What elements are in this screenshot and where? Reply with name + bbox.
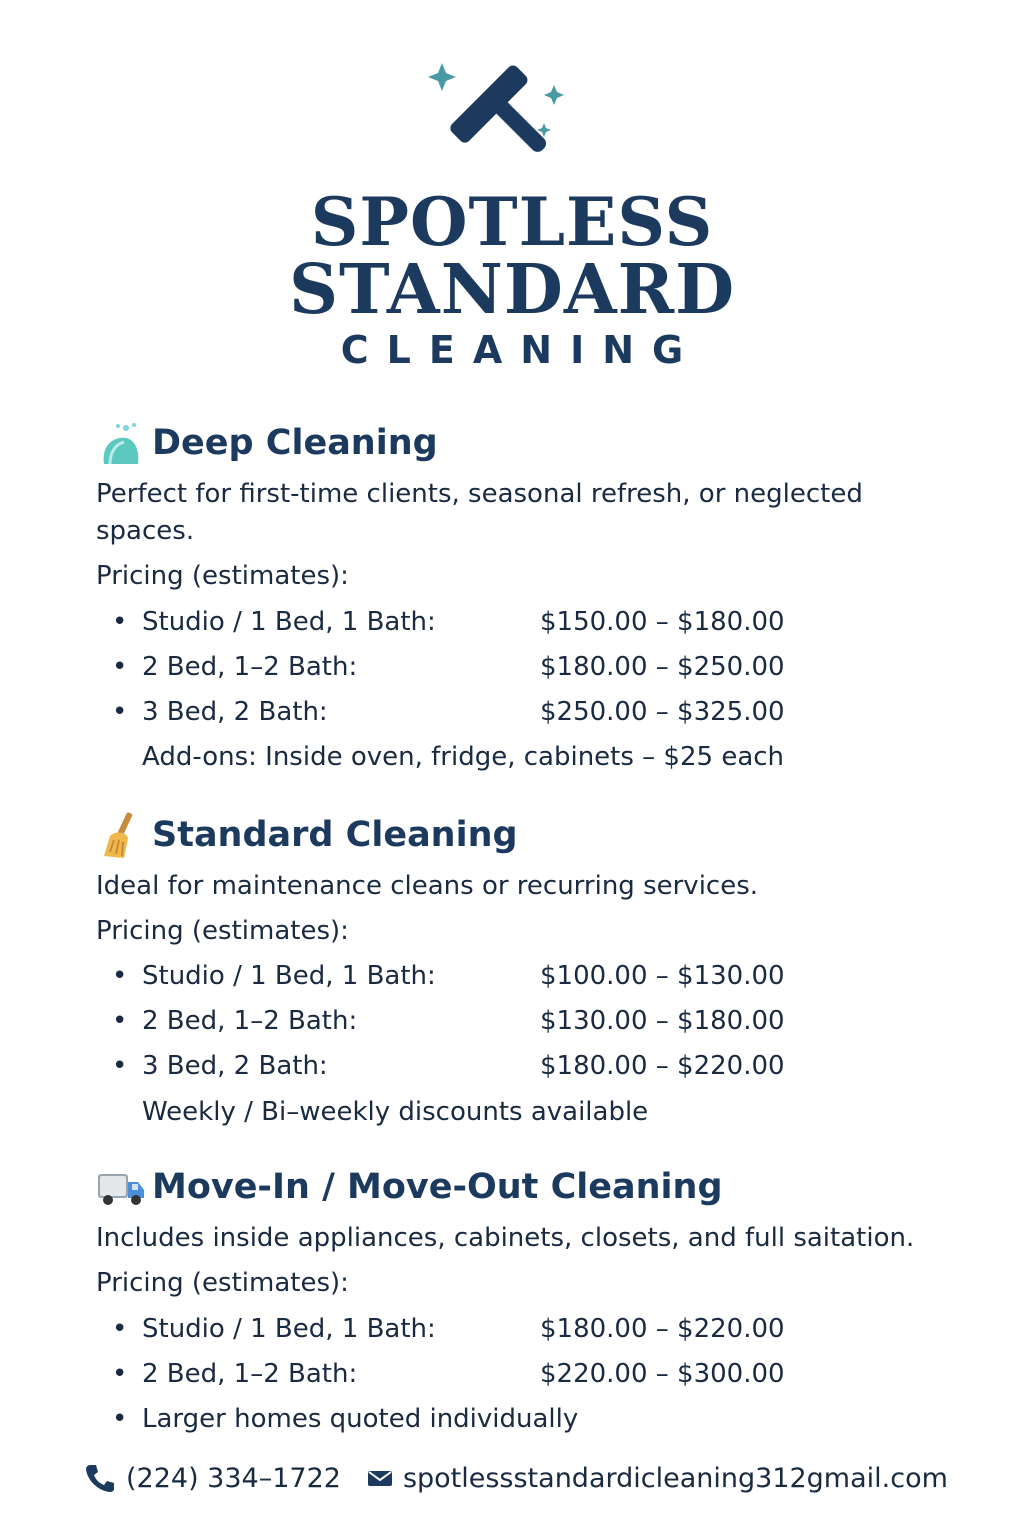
item-price: $220.00 – $300.00 [540,1359,785,1389]
broom-icon [96,812,146,858]
section-heading [96,810,518,860]
section-note: Add-ons: Inside oven, fridge, cabinets – $25 each [142,742,785,772]
list-item: • 2 Bed, 1–2 Bath: [112,1359,358,1389]
item-label: 3 Bed, 2 Bath: [142,697,328,727]
pricing-label: Pricing (estimates): [96,1268,349,1298]
item-label: 2 Bed, 1–2 Bath: [142,652,358,682]
item-price: $180.00 – $220.00 [540,1314,785,1344]
email-address[interactable]: spotlessstandardicleaning312gmail.com [402,1462,948,1494]
phone-icon [84,1462,116,1494]
cleaning-spray-icon [96,420,146,466]
item-label: 2 Bed, 1–2 Bath: [142,1359,358,1389]
list-item: • 2 Bed, 1–2 Bath: [112,1006,358,1036]
item-label: 2 Bed, 1–2 Bath: [142,1006,358,1036]
list-item: • Studio / 1 Bed, 1 Bath: [112,607,436,637]
section-description: Perfect for first-time clients, seasonal refresh, or neglected [96,479,863,509]
list-item: • 3 Bed, 2 Bath: [112,697,328,727]
logo [0,0,1024,380]
item-price: $130.00 – $180.00 [540,1006,785,1036]
list-item: • Larger homes quoted individually [112,1404,579,1434]
phone-number[interactable]: (224) 334–1722 [126,1462,341,1494]
list-item: • 2 Bed, 1–2 Bath: [112,652,358,682]
section-description-cont: spaces. [96,516,195,546]
section-description: Ideal for maintenance cleans or recurring services. [96,871,759,901]
list-item: • 3 Bed, 2 Bath: [112,1051,328,1081]
section-note: Weekly / Bi–weekly discounts available [142,1097,649,1127]
item-label: Studio / 1 Bed, 1 Bath: [142,961,436,991]
brand-name-line1: SPOTLESS [310,183,714,261]
email-icon [367,1468,393,1488]
item-price: $150.00 – $180.00 [540,607,785,637]
brand-name-line2: STANDARD [288,250,736,330]
pricing-label: Pricing (estimates): [96,916,349,946]
item-price: $100.00 – $130.00 [540,961,785,991]
list-item: • Studio / 1 Bed, 1 Bath: [112,1314,436,1344]
item-price: $180.00 – $250.00 [540,652,785,682]
section-description: Includes inside appliances, cabinets, closets, and full saitation. [96,1223,915,1253]
section-heading [96,1162,723,1212]
item-label: Studio / 1 Bed, 1 Bath: [142,607,436,637]
item-price: $180.00 – $220.00 [540,1051,785,1081]
section-heading [96,418,438,468]
list-item: • Studio / 1 Bed, 1 Bath: [112,961,436,991]
item-label: 3 Bed, 2 Bath: [142,1051,328,1081]
item-price: $250.00 – $325.00 [540,697,785,727]
item-label: Studio / 1 Bed, 1 Bath: [142,1314,436,1344]
pricing-label: Pricing (estimates): [96,561,349,591]
contact-footer [84,1456,984,1500]
squeegee-logo-icon [420,55,580,175]
moving-truck-icon [96,1164,146,1210]
section-title: Standard Cleaning [152,815,518,855]
section-title: Deep Cleaning [152,423,438,463]
item-label: Larger homes quoted individually [142,1404,579,1434]
brand-tagline: CLEANING [340,328,702,372]
section-title: Move-In / Move-Out Cleaning [152,1167,723,1207]
